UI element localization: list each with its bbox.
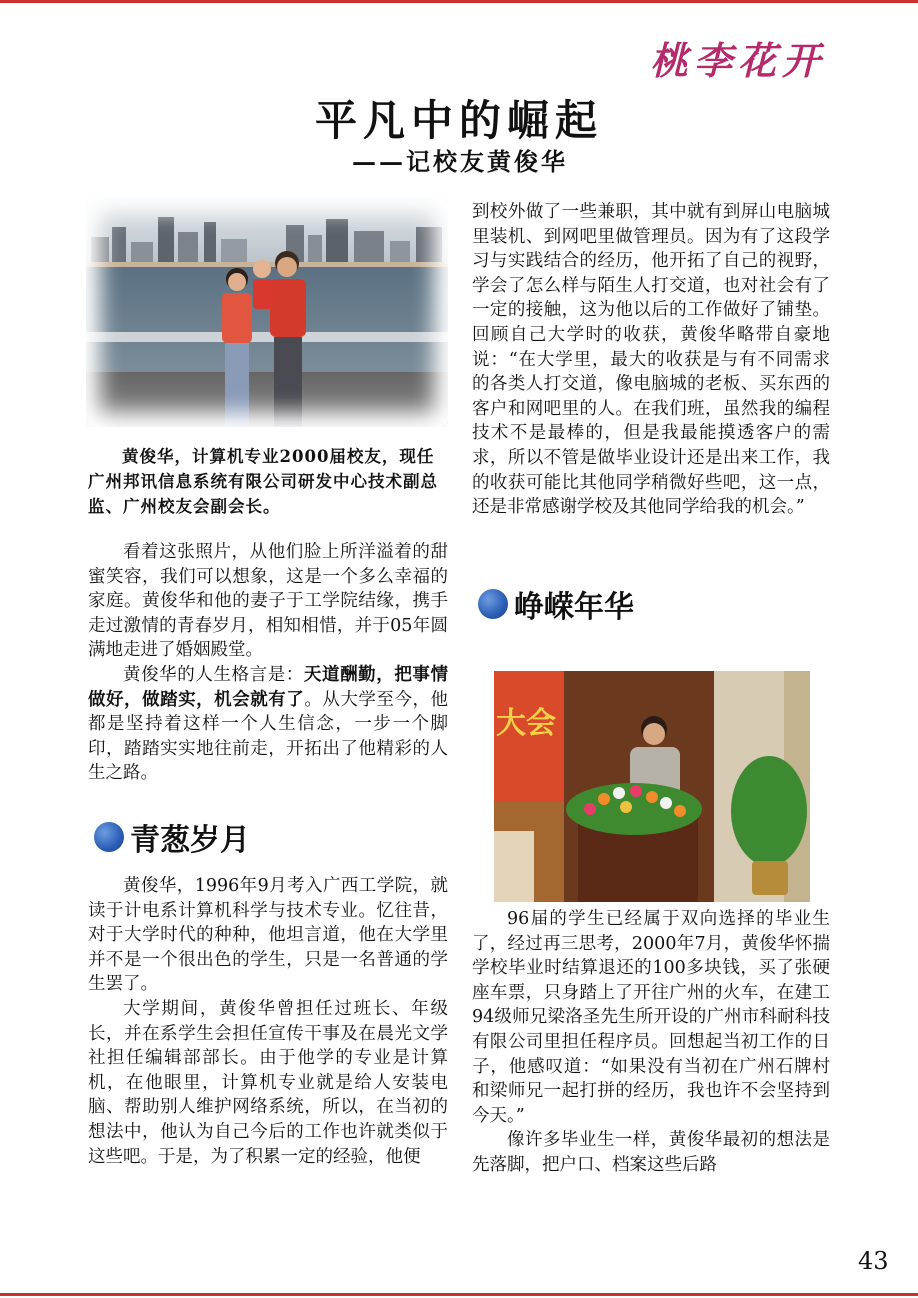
banner-text: 大会 [496,706,556,741]
section1-paragraph-1: 黄俊华，1996年9月考入广西工学院，就读于计电系计算机科学与技术专业。忆往昔，对于大学时代的种种，他坦言道，他在大学里并不是一个很出色的学生，只是一名普通的学生罢了。 [88,876,448,995]
intro-paragraph-1: 看着这张照片，从他们脸上所洋溢着的甜蜜笑容，我们可以想象，这是一个多么幸福的家庭。黄俊华和他的妻子于工学院结缘，携手走过激情的青春岁月，相知相惜，并于05年圆满地走进了婚姻殿堂。 [88,542,448,661]
family-photo [86,197,448,427]
section2-paragraph-2: 像许多毕业生一样，黄俊华最初的想法是先落脚，把户口、档案这些后路 [472,1130,830,1175]
motto-text: 天道酬勤，把事情做好，做踏实，机会就有了 [88,664,449,710]
section1-text [88,874,448,1169]
intro-paragraph-2: 黄俊华的人生格言是：天道酬勤，把事情做好，做踏实，机会就有了。从大学至今，他都是坚持着这样一个人生信念，一步一个脚印，踏踏实实地往前走，开拓出了他精彩的人生之路。 [88,664,449,784]
bullet-dot-icon [478,589,508,619]
intro-text [88,540,448,786]
right-column-text [472,200,830,520]
bullet-dot-icon [94,822,124,852]
right-paragraph-1: 到校外做了一些兼职，其中就有到屏山电脑城里装机、到网吧里做管理员。因为有了这段学习与实践结合的经历，他开拓了自己的视野，学会了怎么样与陌生人打交道，也对社会有了一定的接触，这为他以后的工作做好了铺垫。回顾自己大学时的收获，黄俊华略带自豪地说：“在大学里，最大的收获是与有不同需求的各类人打交道，像电脑城的老板、买东西的客户和网吧里的人。在我们班，虽然我的编程技术不是最棒的，但是我最能摸透客户的需求，所以不管是做毕业设计还是出来工作，我的收获可能比其他同学稍微好些吧，这一点，还是非常感谢学校及其他同学给我的机会。” [472,202,830,518]
bottom-rule [0,1293,918,1296]
photo-caption: 黄俊华，计算机专业2000届校友，现任广州邦讯信息系统有限公司研发中心技术副总监、广州校友会副会长。 [88,447,438,516]
section2-text [472,907,830,1178]
page-title: 平凡中的崛起 [314,96,603,145]
section2-paragraph-1: 96届的学生已经属于双向选择的毕业生了，经过再三思考，2000年7月，黄俊华怀揣学校毕业时结算退还的100多块钱，买了张硬座车票，只身踏上了开往广州的火车，在建工94级师兄梁洛圣先生所开设的广州市科耐科技有限公司里担任程序员。回想起当初工作的日子，他感叹道：“如果没有当初在广州石牌村和梁师兄一起打拼的经历，我也许不会坚持到今天。” [472,909,830,1126]
speech-illustration [494,671,810,902]
section-tag: 桃李花开 [649,38,826,83]
speech-photo [494,671,810,902]
section1-paragraph-2: 大学期间，黄俊华曾担任过班长、年级长，并在系学生会担任宣传干事及在晨光文学社担任编辑部部长。由于他学的专业是计算机，在他眼里，计算机专业就是给人安装电脑、帮助别人维护网络系统，所以，在当初的想法中，他认为自己今后的工作也许就类似于这些吧。于是，为了积累一定的经验，他便 [88,998,448,1167]
section-heading-career: 峥嵘年华 [478,582,634,626]
page-number: 43 [858,1247,889,1275]
top-rule [0,0,918,3]
section-heading-youth: 青葱岁月 [94,815,250,859]
page-subtitle: ——记校友黄俊华 [352,147,568,176]
